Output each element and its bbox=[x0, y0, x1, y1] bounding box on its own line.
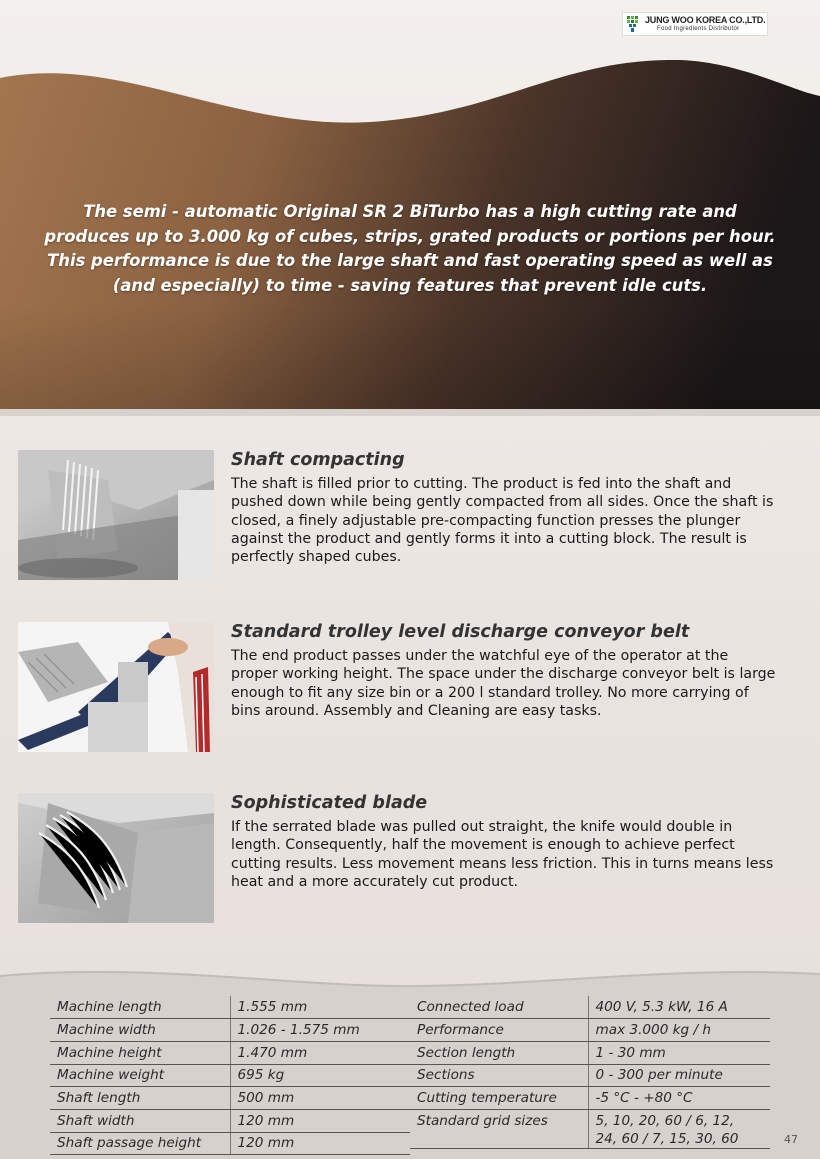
table-row bbox=[410, 1064, 770, 1087]
logo-leaf-icon bbox=[626, 14, 642, 34]
spec-value: max 3.000 kg / h bbox=[588, 1019, 770, 1042]
blade-photo bbox=[18, 793, 214, 923]
spec-value: 1.555 mm bbox=[230, 996, 410, 1019]
logo-company-name: JUNG WOO KOREA CO.,LTD. bbox=[645, 15, 766, 25]
table-row bbox=[50, 1041, 410, 1064]
table-row bbox=[410, 1041, 770, 1064]
shaft-compacting-photo bbox=[18, 450, 214, 580]
spec-value: 120 mm bbox=[230, 1109, 410, 1132]
feature-shaft-compacting bbox=[18, 450, 798, 585]
spec-label: Shaft passage height bbox=[50, 1132, 230, 1155]
spec-value: 1.470 mm bbox=[230, 1041, 410, 1064]
spec-label: Standard grid sizes bbox=[410, 1109, 588, 1148]
spec-value: 120 mm bbox=[230, 1132, 410, 1155]
hero-line: produces up to 3.000 kg of cubes, strips, grated products or portions per hour. bbox=[44, 226, 776, 246]
spec-value: 695 kg bbox=[230, 1064, 410, 1087]
spec-value-line: 24, 60 / 7, 15, 30, 60 bbox=[595, 1130, 739, 1147]
spec-value: 1.026 - 1.575 mm bbox=[230, 1019, 410, 1042]
hero-line: (and especially) to time - saving features that prevent idle cuts. bbox=[112, 275, 708, 295]
spec-value: 0 - 300 per minute bbox=[588, 1064, 770, 1087]
spec-value: 400 V, 5.3 kW, 16 A bbox=[588, 996, 770, 1019]
spec-label: Shaft width bbox=[50, 1109, 230, 1132]
feature-title: Shaft compacting bbox=[231, 450, 405, 470]
feature-body: If the serrated blade was pulled out straight, the knife would double in length. Consequently, half the movement is enough to achieve perfect cutting results. Less movement means less friction. This in turns means less heat and a more accurately cut product. bbox=[231, 819, 774, 890]
spec-value: 1 - 30 mm bbox=[588, 1041, 770, 1064]
logo-tagline: Food Ingredients Distributor bbox=[657, 26, 740, 32]
hero-line: This performance is due to the large shaft and fast operating speed as well as bbox=[47, 251, 773, 270]
feature-body: The end product passes under the watchful eye of the operator at the proper working height. The space under the discharge conveyor belt is large enough to fit any size bin or a 200 l standard trolley. No more carrying of bins around. Assembly and Cleaning are easy tasks. bbox=[231, 648, 776, 719]
feature-body: The shaft is filled prior to cutting. The product is fed into the shaft and pushed down while being gently compacted from all sides. Once the shaft is closed, a finely adjustable pre-compacting function presses the plunger against the product and gently forms it into a cutting block. The result is perfectly shaped cubes. bbox=[231, 476, 774, 566]
spec-label: Section length bbox=[410, 1041, 588, 1064]
table-row bbox=[410, 1087, 770, 1110]
spec-label: Cutting temperature bbox=[410, 1087, 588, 1110]
spec-label: Machine height bbox=[50, 1041, 230, 1064]
hero-banner bbox=[0, 60, 820, 416]
spec-label: Machine weight bbox=[50, 1064, 230, 1087]
feature-title: Sophisticated blade bbox=[231, 793, 428, 813]
table-row bbox=[50, 1109, 410, 1132]
feature-title: Standard trolley level discharge conveyor belt bbox=[231, 622, 690, 642]
spec-label: Performance bbox=[410, 1019, 588, 1042]
hero-description bbox=[40, 200, 780, 298]
conveyor-belt-photo bbox=[18, 622, 214, 752]
spec-label: Machine length bbox=[50, 996, 230, 1019]
table-row bbox=[50, 996, 410, 1019]
table-row bbox=[410, 1019, 770, 1042]
company-logo bbox=[622, 12, 768, 36]
spec-value: 500 mm bbox=[230, 1087, 410, 1110]
spec-label: Shaft length bbox=[50, 1087, 230, 1110]
feature-discharge-conveyor bbox=[18, 622, 798, 757]
table-row bbox=[410, 1109, 770, 1148]
spec-value-line: 5, 10, 20, 60 / 6, 12, bbox=[595, 1112, 735, 1129]
table-row bbox=[50, 1019, 410, 1042]
spec-table-right bbox=[410, 996, 770, 1149]
spec-label: Connected load bbox=[410, 996, 588, 1019]
table-row bbox=[410, 996, 770, 1019]
spec-value: -5 °C - +80 °C bbox=[588, 1087, 770, 1110]
page-number: 47 bbox=[784, 1133, 798, 1146]
spec-value bbox=[588, 1109, 770, 1148]
hero-line: The semi - automatic Original SR 2 BiTurbo has a high cutting rate and bbox=[83, 202, 737, 221]
spec-section bbox=[0, 962, 820, 1159]
spec-label: Sections bbox=[410, 1064, 588, 1087]
table-row bbox=[50, 1132, 410, 1155]
feature-sophisticated-blade bbox=[18, 793, 798, 928]
spec-table-left bbox=[50, 996, 410, 1155]
table-row bbox=[50, 1064, 410, 1087]
table-row bbox=[50, 1087, 410, 1110]
spec-label: Machine width bbox=[50, 1019, 230, 1042]
